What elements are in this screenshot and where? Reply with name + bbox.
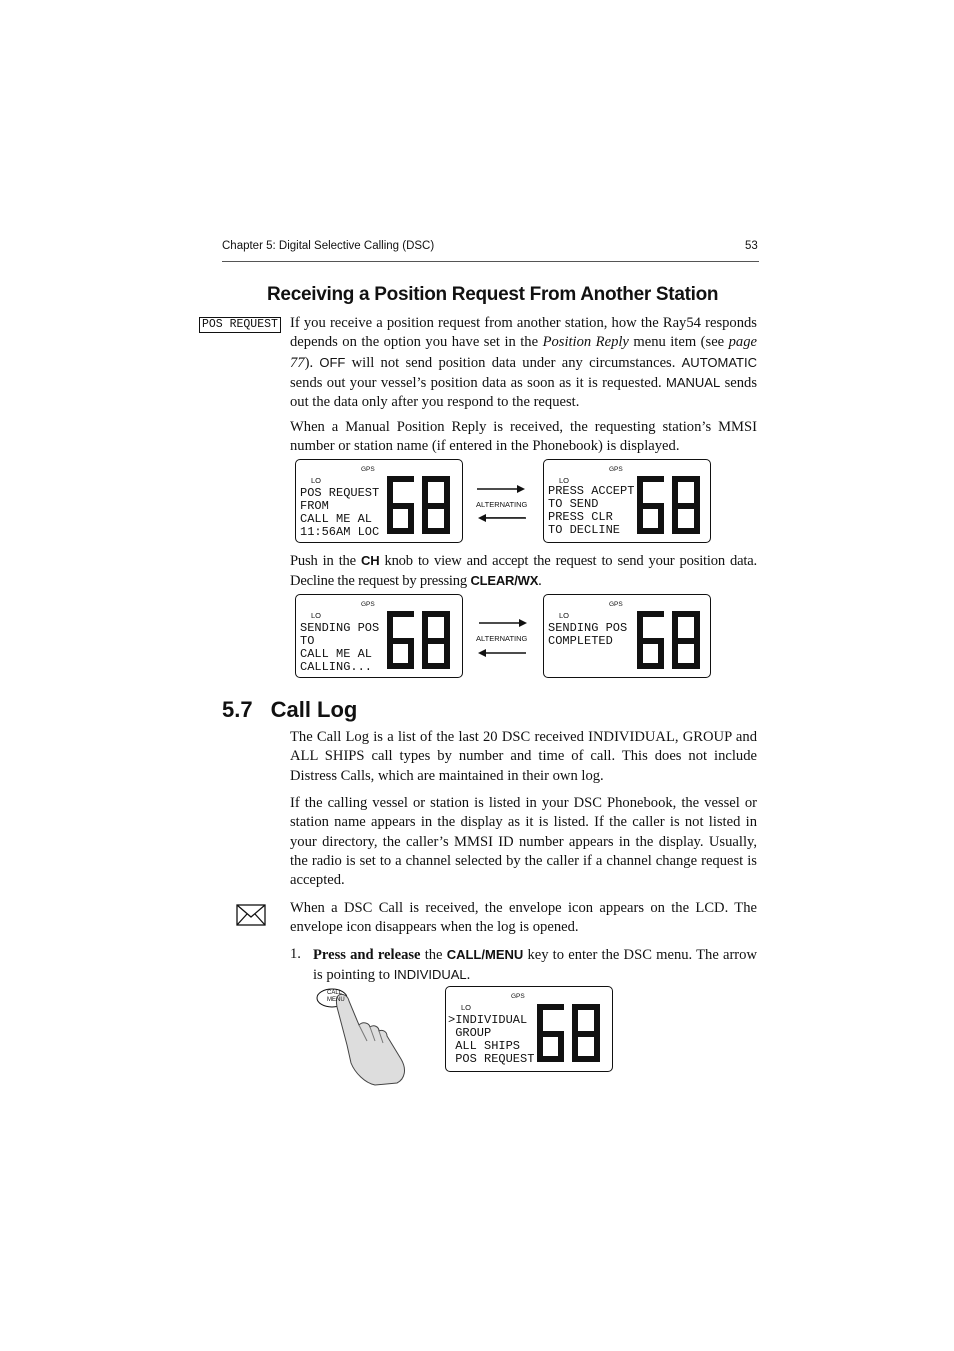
channel-68-segments [385,475,453,537]
step-1-instruction: Press and release the CALL/MENU key to enter the DSC menu. The arrow is pointing to INDIVIDUAL. [313,947,757,984]
lcd-text: SENDING POS TO CALL ME AL CALLING... [300,621,380,674]
left-arrow-icon [477,647,529,659]
gps-indicator: GPS [511,993,525,1000]
lcd-text: POS REQUEST FROM CALL ME AL 11:56AM LOC [300,486,380,539]
gps-indicator: GPS [609,601,623,608]
paragraph-position-reply: If you receive a position request from another station, how the Ray54 responds depends on the option you have set in the Position Reply menu item (see page 77). OFF will not send position data under any circumstances. AUTOMATIC sends out your vessel’s position data as soon as it is requested. MANUAL sends out the data only after you respond to the request. [290,315,757,411]
lo-indicator: LO [559,611,570,620]
lcd-text: PRESS ACCEPT TO SEND PRESS CLR TO DECLINE [548,484,635,537]
lo-indicator: LO [311,476,322,485]
paragraph-call-log-intro: The Call Log is a list of the last 20 DSC received INDIVIDUAL, GROUP and ALL SHIPS call types by number and time of call. This does not include Distress Calls, which are maintained in their own log. [290,729,757,784]
right-arrow-icon [477,617,529,629]
section-heading-call-log: 5.7 Call Log [222,697,358,722]
paragraph-manual-reply: When a Manual Position Reply is received, the requesting station’s MMSI number or station name (if entered in the Phonebook) is displayed. [290,419,757,455]
page-number: 53 [745,240,758,252]
paragraph-push-ch: Push in the CH knob to view and accept the request to send your position data. Decline the request by pressing CLEAR/WX. [290,553,757,590]
alternating-label: ALTERNATING [476,500,528,509]
channel-68-segments [635,610,703,672]
channel-68-segments [385,610,453,672]
running-header: Chapter 5: Digital Selective Calling (DSC) [222,240,435,252]
lcd-text: SENDING POS COMPLETED [548,621,628,648]
envelope-icon [236,904,266,926]
hand-pressing-call-menu-illustration [315,987,410,1087]
step-number: 1. [290,946,301,962]
left-arrow-icon [477,512,529,524]
section-heading-position-request: Receiving a Position Request From Another Station [267,284,719,305]
paragraph-phonebook: If the calling vessel or station is listed in your DSC Phonebook, the vessel or station name appears in the display as it is listed. If the caller is not listed in your directory, the caller’s MMSI ID number appears in the display. Usually, the radio is set to a channel selected by the caller if a channel change request is accepted. [290,795,757,889]
lo-indicator: LO [311,611,322,620]
margin-tag-pos-request: POS REQUEST [199,317,281,333]
lcd-display-press-accept [543,459,711,543]
call-menu-button-label: CALL MENU [327,990,345,1003]
paragraph-envelope: When a DSC Call is received, the envelope icon appears on the LCD. The envelope icon disappears when the log is opened. [290,900,757,936]
gps-indicator: GPS [609,466,623,473]
lcd-text: >INDIVIDUAL GROUP ALL SHIPS POS REQUEST [448,1013,535,1066]
lcd-display-pos-request [295,459,463,543]
header-rule [222,261,759,262]
lcd-display-dsc-menu [445,986,613,1072]
lo-indicator: LO [559,476,570,485]
lo-indicator: LO [461,1003,472,1012]
lcd-display-completed [543,594,711,678]
lcd-display-sending [295,594,463,678]
gps-indicator: GPS [361,601,375,608]
channel-68-segments [635,475,703,537]
alternating-label: ALTERNATING [476,634,528,643]
gps-indicator: GPS [361,466,375,473]
channel-68-segments [535,1003,603,1065]
